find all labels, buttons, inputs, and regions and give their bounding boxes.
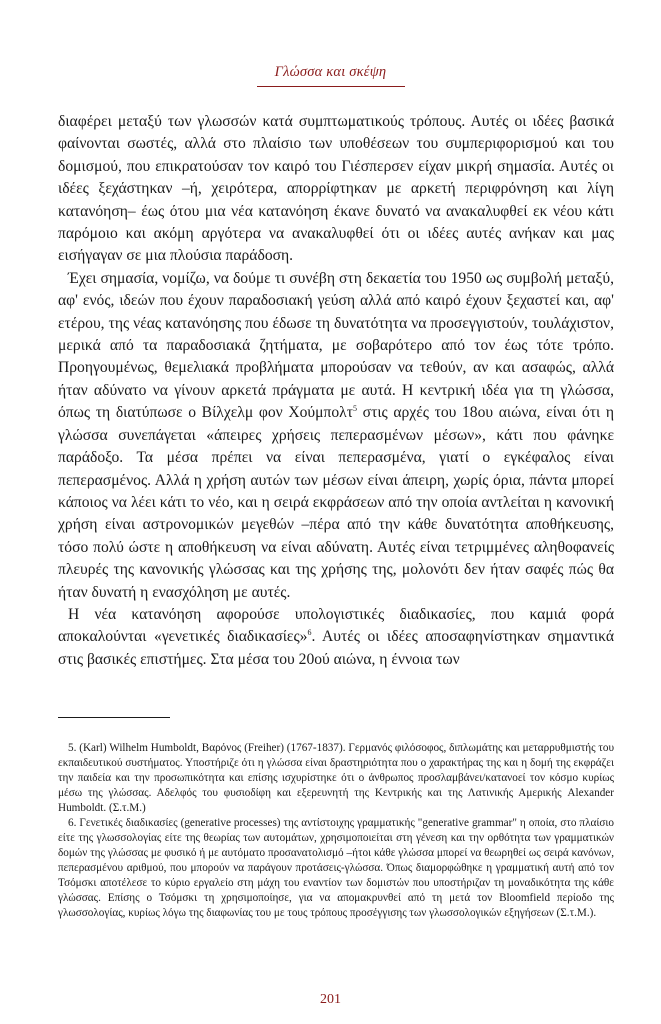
paragraph-3-text-a: Η νέα κατανόηση αφορούσε υπολογιστικές διαδικασίες, που καμιά φορά αποκαλούνται «γενετικές διαδικασίες»: [58, 605, 614, 646]
running-title: Γλώσσα και σκέψη: [274, 64, 387, 80]
footnotes: [58, 741, 614, 921]
footnote-ref-5: 5: [353, 404, 358, 414]
footnote-ref-6: 6: [307, 628, 312, 638]
footnote-separator: [58, 717, 170, 718]
footnote-6: 6. Γενετικές διαδικασίες (generative processes) της αντίστοιχης γραμματικής "generative grammar" η οποία, στο πλαίσιο είτε της γλωσσολογίας είτε της θεωρίας των αυτομάτων, χρησιμοποιείται στη γένεση και την ορθότητα των γραμματικών δομών της γλώσσας με φυσικό ή με αυτόματο προσανατολισμό –ήτοι κάθε γλώσσα μπορεί να θεωρηθεί ως σειρά κανόνων, πεπερασμένου αριθμού, που μπορούν να παράγουν προτάσεις-γλώσσα. Όπως διαμορφώθηκε η γραμματική αυτή από τον Τσόμσκι αποτέλεσε το κύριο εργαλείο στη μάχη του εναντίον των δομιστών που υποστήριζαν τη μοναδικότητα της κάθε γλώσσας. Επίσης ο Τσόμσκι τη χρησιμοποίησε, για να απομακρυνθεί από τη μετά τον Bloomfield περίοδο της γλωσσολογίας, κυρίως λόγω της διαφωνίας του με τους τρόπους προσέγγισης των γλωσσολογικών εξηγήσεων (Σ.τ.Μ.).: [58, 817, 614, 919]
paragraph-1: διαφέρει μεταξύ των γλωσσών κατά συμπτωματικούς τρόπους. Αυτές οι ιδέες βασικά φαίνονται σωστές, αλλά στο πλαίσιο των υποθέσεων του συμπεριφορισμού και του δομισμού, που επικρατούσαν τον καιρό του Γιέσπερσεν είχαν μικρή σημασία. Αυτές οι ιδέες ξεχάστηκαν –ή, χειρότερα, απορρίφτηκαν με αρκετή περιφρόνηση και λίγη κατανόηση– έως ότου μια νέα κατανόηση έκανε δυνατό να ανακαλυφθεί εκ νέου κάτι παρόμοιο και ακόμη αργότερα να ανακαλυφθεί ότι οι ιδέες αυτές ανήκαν και μας εισήγαγαν σε μια πλούσια παράδοση.: [58, 113, 614, 265]
main-text: [58, 111, 614, 671]
paragraph-2-text-a: Έχει σημασία, νομίζω, να δούμε τι συνέβη στη δεκαετία του 1950 ως συμβολή μεταξύ, αφ' ενός, ιδεών που έχουν παραδοσιακή γεύση αλλά από καιρό έχουν ξεχαστεί και, αφ' ετέρου, της νέας κατανόησης που έδωσε τη δυνατότητα να προσεγγιστούν, τουλάχιστον, μερικά από τα παραδοσιακά ζητήματα, με σοβαρότερο από τον έως τότε τρόπο. Προηγουμένως, θεμελιακά προβλήματα μπορούσαν να τεθούν, αν και ασαφώς, αλλά ήταν αδύνατο να γίνουν αρκετά πράγματα με αυτά. Η κεντρική ιδέα για τη γλώσσα, όπως τη διατύπωσε ο Βίλχελμ φον Χούμπολτ: [58, 269, 614, 422]
paragraph-2: [58, 268, 614, 604]
paragraph-2-text-b: στις αρχές του 18ου αιώνα, είναι ότι η γλώσσα συνεπάγεται «άπειρες χρήσεις πεπερασμένων μέσων», κάτι που φάνηκε παράδοξο. Τα μέσα πρέπει να είναι πεπερασμένα, γιατί ο εγκέφαλος είναι πεπερασμένος. Αλλά η χρήση αυτών των μέσων είναι άπειρη, χωρίς όρια, πάντα μπορεί κάποιος να λέει κάτι το νέο, και η σειρά εκφράσεων από την οποία αντλείται η κανονική χρήση είναι αστρονομικών μεγεθών –πέρα από την κάθε δυνατότητα αποθήκευσης, τόσο πολύ ώστε η αποθήκευση να είναι αδύνατη. Αυτές είναι τετριμμένες αληθοφανείς πλευρές της κανονικής γλώσσας και της χρήσης της, μολονότι δεν ήταν σαφές πώς θα ήταν δυνατή η ενασχόληση με αυτές.: [58, 404, 615, 601]
running-title-underline: [257, 86, 405, 87]
paragraph-3: [58, 604, 614, 671]
paragraph-3-text-b: . Αυτές οι ιδέες αποσαφηνίστηκαν σημαντικά στις βασικές επιστήμες. Στα μέσα του 20ού αιώνα, η έννοια των: [58, 628, 614, 668]
page-number: 201: [320, 992, 341, 1007]
footnote-5: 5. (Karl) Wilhelm Humboldt, Βαρόνος (Freiher) (1767-1837). Γερμανός φιλόσοφος, διπλωμάτης και μεταρρυθμιστής του εκπαιδευτικού συστήματος. Υποστήριζε ότι η γλώσσα είναι δραστηριότητα που ο χαρακτήρας της και η δομή της εκφράζει την παιδεία και την προσωπικότητα και επίσης ισχυρίστηκε ότι ο άνθρωπος προσλαμβάνει/κατανοεί τον κόσμο κυρίως μέσω της γλώσσας. Αδελφός του φυσιοδίφη και εξερευνητή της Κεντρικής και της Λατινικής Αμερικής Alexander Humboldt. (Σ.τ.Μ.): [58, 742, 614, 814]
